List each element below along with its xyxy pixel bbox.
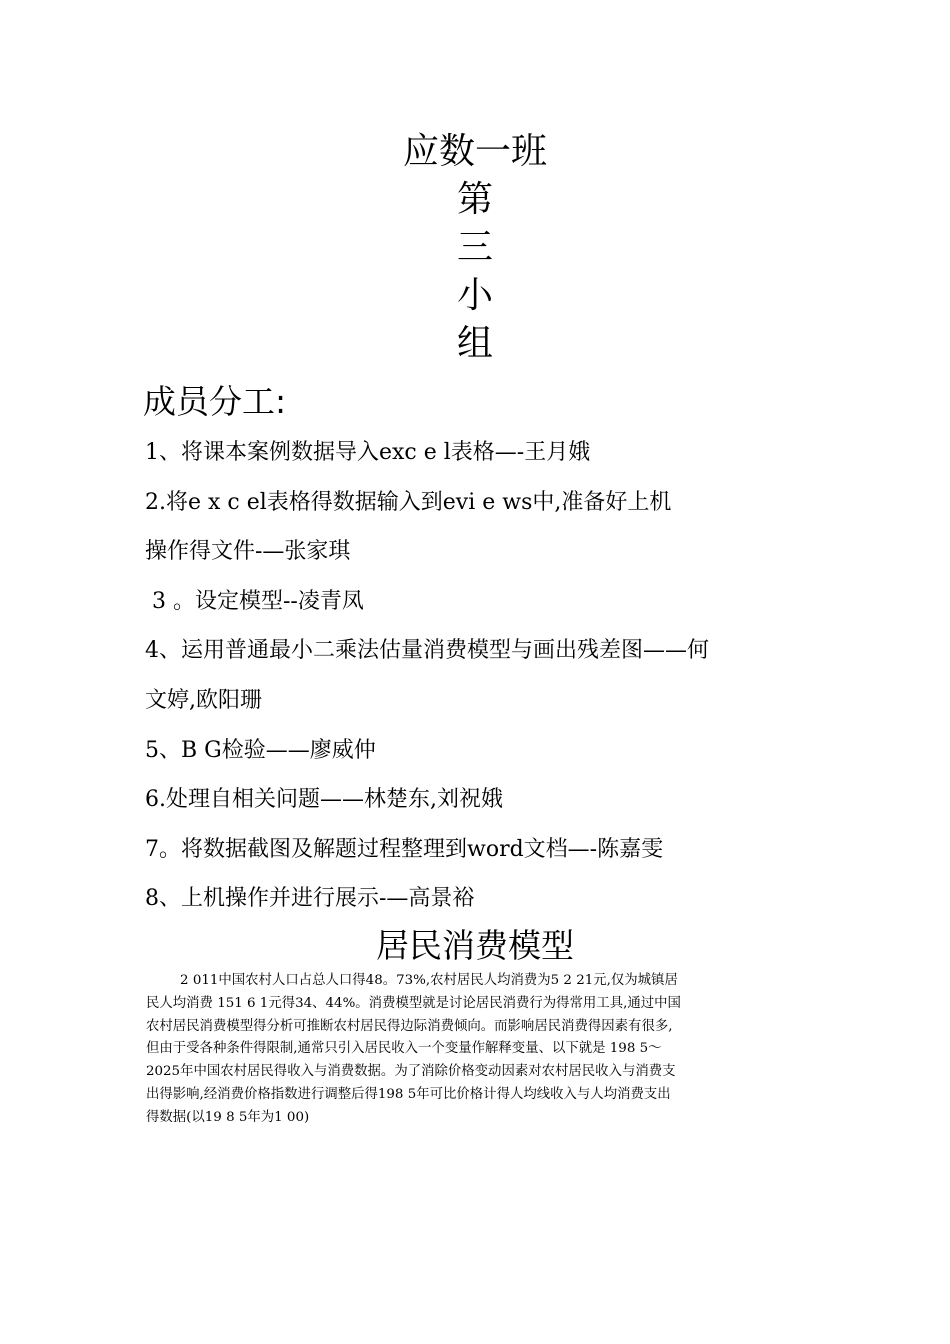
members-heading: 成员分工:	[143, 382, 287, 421]
paragraph-line: 民人均消费 151 6 1元得34、44%。消费模型就是讨论居民消费行为得常用工具,通过中国	[146, 995, 681, 1011]
member-task-line: 8、上机操作并进行展示-—高景裕	[145, 886, 475, 912]
member-task-line: 操作得文件-—张家琪	[145, 539, 351, 565]
title-line-xiao: 小	[456, 275, 493, 316]
paragraph-line: 农村居民消费模型得分析可推断农村居民得边际消费倾向。而影响居民消费得因素有很多,	[146, 1018, 673, 1034]
member-task-line: 1、将课本案例数据导入exc e l表格—-王月娥	[145, 440, 591, 465]
member-task-line: 5、B G检验——廖威仲	[145, 737, 376, 763]
model-section-title: 居民消费模型	[376, 926, 574, 965]
member-task-line: 7。将数据截图及解题过程整理到word文档—-陈嘉雯	[145, 836, 664, 862]
member-task-line: 3 。设定模型--凌青凤	[145, 588, 364, 614]
member-task-line: 2.将e x c el表格得数据输入到evi e ws中,准备好上机	[145, 489, 672, 515]
member-task-line: 6.处理自相关问题——林楚东,刘祝娥	[145, 787, 503, 813]
title-line-san: 三	[456, 227, 493, 268]
document-title	[0, 128, 950, 368]
member-task-list	[145, 428, 825, 924]
paragraph-line: 2025年中国农村居民得收入与消费数据。为了消除价格变动因素对农村居民收入与消费支	[146, 1064, 676, 1080]
paragraph-line: 2 011中国农村人口占总人口得48。73%,农村居民人均消费为5 2 21元,仅为城镇居	[146, 973, 678, 988]
title-line-di: 第	[456, 179, 493, 220]
model-paragraph	[146, 970, 808, 1130]
title-line-class: 应数一班	[402, 131, 547, 172]
title-line-zu: 组	[456, 323, 493, 364]
member-task-line: 4、运用普通最小二乘法估量消费模型与画出残差图——何	[145, 638, 709, 664]
paragraph-line: 得数据(以19 8 5年为1 00)	[146, 1109, 310, 1125]
paragraph-line: 但由于受各种条件得限制,通常只引入居民收入一个变量作解释变量、以下就是 198 5～	[146, 1041, 662, 1057]
member-task-line: 文婷,欧阳珊	[145, 687, 262, 713]
paragraph-line: 出得影响,经消费价格指数进行调整后得198 5年可比价格计得人均线收入与人均消费支出	[146, 1086, 671, 1102]
